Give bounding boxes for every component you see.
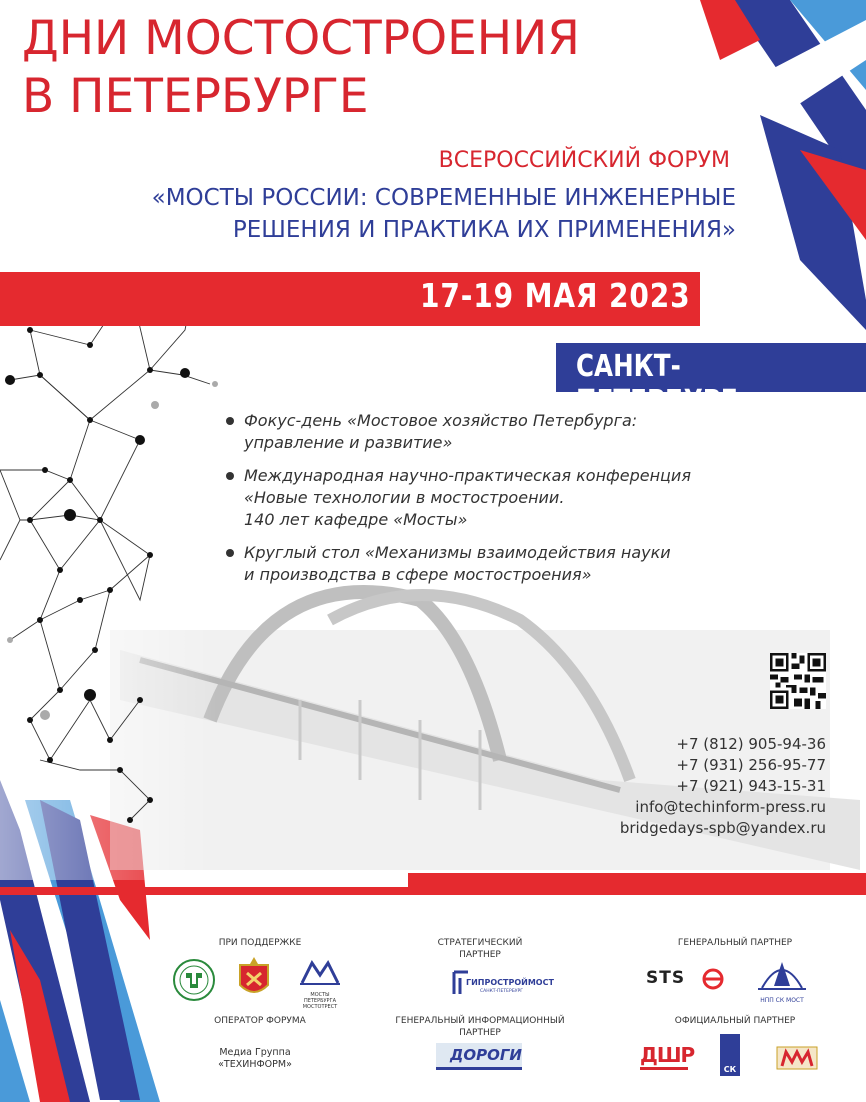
bottom-red-line: [0, 887, 866, 895]
bullet-icon: [226, 417, 234, 425]
mostotrest-logo: [298, 957, 342, 1010]
bullet-icon: [226, 472, 234, 480]
operator-label: ОПЕРАТОР ФОРУМА: [214, 1016, 306, 1026]
sk-most-text: НПП СК МОСТ: [760, 997, 804, 1004]
events-list: [226, 410, 726, 597]
sk-most-logo: [754, 958, 810, 1002]
phone-1[interactable]: +7 (812) 905-94-36: [676, 735, 826, 753]
event-text: Фокус-день «Мостовое хозяйство Петербурга: управление и развитие»: [244, 411, 638, 452]
official-partner-logo-icon: [776, 1046, 818, 1070]
email-1[interactable]: info@techinform-press.ru: [635, 798, 826, 816]
list-item: [226, 542, 726, 586]
sts-logo: [646, 968, 736, 994]
dorogi-logo: [436, 1043, 522, 1071]
mostotrest-icon: [298, 957, 342, 987]
phone-2[interactable]: +7 (931) 256-95-77: [676, 756, 826, 774]
list-item: [226, 465, 726, 531]
university-logo-icon: [172, 958, 216, 1002]
support-label: ПРИ ПОДДЕРЖКЕ: [218, 938, 302, 948]
event-title: [22, 10, 580, 126]
contacts-block: [620, 734, 826, 839]
mostotrest-text: МОСТЫ ПЕТЕРБУРГА МОСТОТРЕСТ: [302, 992, 338, 1010]
city-emblem-icon: [236, 955, 272, 1001]
phone-3[interactable]: +7 (921) 943-15-31: [676, 777, 826, 795]
giprostroymost-text: ГИПРОСТРОЙМОСТ: [466, 978, 554, 987]
general-partner-label: ГЕНЕРАЛЬНЫЙ ПАРТНЕР: [677, 938, 793, 948]
dorogi-text: ДОРОГИ: [450, 1046, 522, 1064]
operator-name-line1: Медиа Группа: [219, 1047, 291, 1058]
bullet-icon: [226, 549, 234, 557]
sts-emblem-icon: [700, 968, 726, 990]
giprostroymost-logo: [450, 968, 554, 998]
info-label-line1: ГЕНЕРАЛЬНЫЙ ИНФОРМАЦИОННЫЙ: [395, 1016, 565, 1026]
sk-most-icon: [754, 958, 810, 992]
list-item: [226, 410, 726, 454]
info-partner-label: [390, 1015, 570, 1039]
event-text: Международная научно-практическая конференция «Новые технологии в мостостроении. 140 лет кафедре «Мосты»: [244, 466, 691, 529]
operator-name-line2: «ТЕХИНФОРМ»: [218, 1059, 292, 1070]
dshr-text: ДШР: [640, 1043, 695, 1067]
email-2[interactable]: bridgedays-spb@yandex.ru: [619, 819, 826, 837]
event-title-line1: ДНИ МОСТОСТРОЕНИЯ: [22, 11, 580, 66]
forum-name-line1: «МОСТЫ РОССИИ: СОВРЕМЕННЫЕ ИНЖЕНЕРНЫЕ: [151, 185, 736, 211]
giprostroymost-subtext: САНКТ-ПЕТЕРБУРГ: [480, 989, 523, 994]
info-label-line2: ПАРТНЕР: [459, 1028, 501, 1038]
dshr-underline: [640, 1067, 688, 1070]
official-partner-label: ОФИЦИАЛЬНЫЙ ПАРТНЕР: [674, 1016, 796, 1026]
event-date: 17-19 МАЯ 2023: [420, 276, 691, 315]
operator-name: [195, 1047, 315, 1071]
forum-subtitle: ВСЕРОССИЙСКИЙ ФОРУМ: [438, 148, 730, 173]
sts-text: STS: [646, 968, 686, 988]
forum-name: [152, 182, 736, 246]
sk-logo: [720, 1034, 740, 1076]
forum-name-line2: РЕШЕНИЯ И ПРАКТИКА ИХ ПРИМЕНЕНИЯ»: [232, 217, 736, 243]
strategic-label-line2: ПАРТНЕР: [459, 950, 501, 960]
sk-text: СК: [723, 1065, 737, 1074]
strategic-partner-label: [420, 937, 540, 961]
strategic-label-line1: СТРАТЕГИЧЕСКИЙ: [437, 938, 523, 948]
dshr-logo: [640, 1043, 695, 1073]
event-title-line2: В ПЕТЕРБУРГЕ: [22, 69, 369, 124]
event-text: Круглый стол «Механизмы взаимодействия науки и производства в сфере мостостроения»: [244, 543, 671, 584]
event-city: САНКТ-ПЕТЕРБУРГ: [576, 349, 737, 419]
qr-code-icon[interactable]: [770, 653, 826, 709]
